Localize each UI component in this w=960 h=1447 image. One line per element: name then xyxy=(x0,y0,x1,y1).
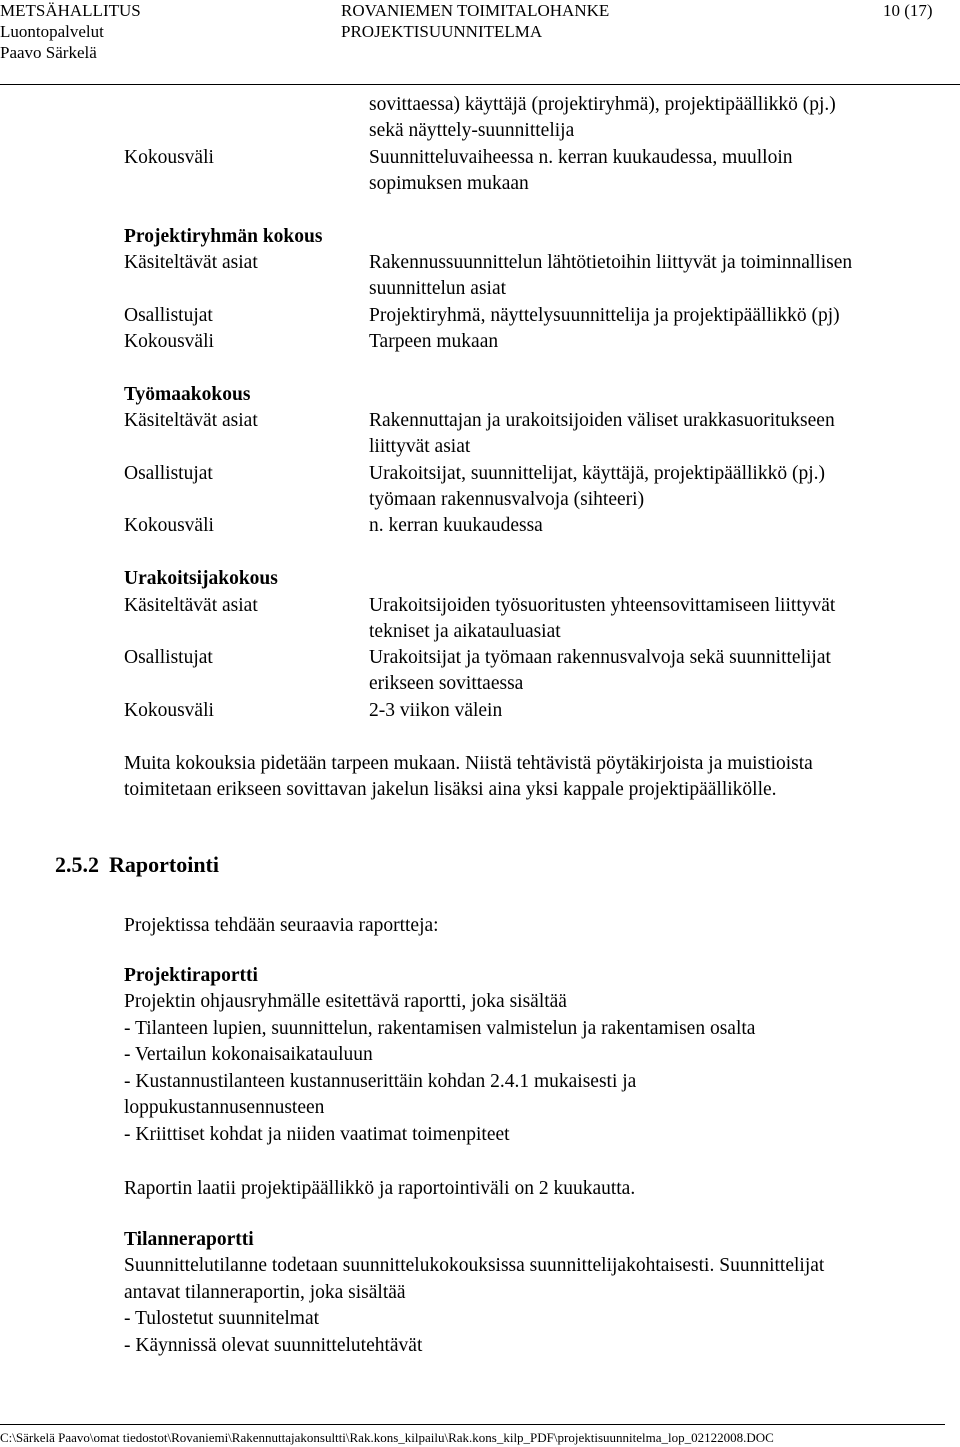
label-kokousvali: Kokousväli xyxy=(124,147,214,168)
header-page-number: 10 (17) xyxy=(883,1,933,20)
label-kokousvali: Kokousväli xyxy=(124,515,214,536)
projektiraportti-line: - Kriittiset kohdat ja niiden vaatimat toimenpiteet xyxy=(124,1124,510,1145)
value-kokousvali: n. kerran kuukaudessa xyxy=(369,515,543,536)
label-kasiteltavat-asiat: Käsiteltävät asiat xyxy=(124,410,258,431)
header-author: Paavo Särkelä xyxy=(0,43,97,62)
value-osallistujat: Projektiryhmä, näyttelysuunnittelija ja projektipäällikkö (pj) xyxy=(369,305,840,326)
projektiraportti-title: Projektiraportti xyxy=(124,965,258,986)
header-org: METSÄHALLITUS xyxy=(0,1,141,20)
header-doc-type: PROJEKTISUUNNITELMA xyxy=(341,22,543,41)
label-kasiteltavat-asiat: Käsiteltävät asiat xyxy=(124,595,258,616)
label-kasiteltavat-asiat: Käsiteltävät asiat xyxy=(124,252,258,273)
value-asiat-line-1: Urakoitsijoiden työsuoritusten yhteensovittamiseen liittyvät xyxy=(369,595,836,616)
value-asiat-line-2: suunnittelun asiat xyxy=(369,278,507,299)
tilanneraportti-title: Tilanneraportti xyxy=(124,1229,254,1250)
label-kokousvali: Kokousväli xyxy=(124,700,214,721)
tyomaakokous-title: Työmaakokous xyxy=(124,384,251,405)
header-project: ROVANIEMEN TOIMITALOHANKE xyxy=(341,1,610,20)
tilanneraportti-line: Suunnittelutilanne todetaan suunnittelukokouksissa suunnittelijakohtaisesti. Suunnittelijat xyxy=(124,1255,825,1276)
value-kokousvali: 2-3 viikon välein xyxy=(369,700,503,721)
label-kokousvali: Kokousväli xyxy=(124,331,214,352)
projektiraportti-line: - Tilanteen lupien, suunnittelun, rakentamisen valmistelun ja rakentamisen osalta xyxy=(124,1018,756,1039)
label-osallistujat: Osallistujat xyxy=(124,463,213,484)
label-osallistujat: Osallistujat xyxy=(124,647,213,668)
projektiraportti-line: - Kustannustilanteen kustannuserittäin kohdan 2.4.1 mukaisesti ja xyxy=(124,1071,637,1092)
projektiraportti-line: - Vertailun kokonaisaikatauluun xyxy=(124,1044,373,1065)
value-asiat-line-2: liittyvät asiat xyxy=(369,436,471,457)
top-participants-line-1: sovittaessa) käyttäjä (projektiryhmä), projektipäällikkö (pj.) xyxy=(369,94,836,115)
value-kokousvali: Tarpeen mukaan xyxy=(369,331,499,352)
label-osallistujat: Osallistujat xyxy=(124,305,213,326)
value-osallistujat-line-1: Urakoitsijat, suunnittelijat, käyttäjä, projektipäällikkö (pj.) xyxy=(369,463,825,484)
value-asiat-line-1: Rakennuttajan ja urakoitsijoiden väliset urakkasuoritukseen xyxy=(369,410,835,431)
muita-paragraph-line-2: toimitetaan erikseen sovittavan jakelun lisäksi aina yksi kappale projektipäällikölle. xyxy=(124,779,777,800)
header-divider xyxy=(0,84,960,85)
value-kokousvali-line-2: sopimuksen mukaan xyxy=(369,173,529,194)
value-osallistujat-line-1: Urakoitsijat ja työmaan rakennusvalvoja sekä suunnittelijat xyxy=(369,647,831,668)
urakoitsijakokous-title: Urakoitsijakokous xyxy=(124,568,278,589)
top-participants-line-2: sekä näyttely-suunnittelija xyxy=(369,120,575,141)
section-number: 2.5.2 xyxy=(55,852,99,877)
tilanneraportti-line: - Tulostetut suunnitelmat xyxy=(124,1308,320,1329)
projektiryhma-title: Projektiryhmän kokous xyxy=(124,226,323,247)
value-kokousvali-line-1: Suunnitteluvaiheessa n. kerran kuukaudessa, muulloin xyxy=(369,147,793,168)
tilanneraportti-line: antavat tilanneraportin, joka sisältää xyxy=(124,1282,406,1303)
value-asiat-line-1: Rakennussuunnittelun lähtötietoihin liittyvät ja toiminnallisen xyxy=(369,252,853,273)
value-asiat-line-2: tekniset ja aikatauluasiat xyxy=(369,621,561,642)
value-osallistujat-line-2: työmaan rakennusvalvoja (sihteeri) xyxy=(369,489,645,510)
tilanneraportti-line: - Käynnissä olevat suunnittelutehtävät xyxy=(124,1335,423,1356)
section-title: Raportointi xyxy=(109,852,219,877)
value-osallistujat-line-2: erikseen sovittaessa xyxy=(369,673,524,694)
projektiraportti-line: loppukustannusennusteen xyxy=(124,1097,325,1118)
projektiraportti-closing: Raportin laatii projektipäällikkö ja raportointiväli on 2 kuukautta. xyxy=(124,1178,636,1199)
muita-paragraph-line-1: Muita kokouksia pidetään tarpeen mukaan. Niistä tehtävistä pöytäkirjoista ja muistioista xyxy=(124,753,813,774)
projektiraportti-line: Projektin ohjausryhmälle esitettävä raportti, joka sisältää xyxy=(124,991,567,1012)
footer-file-path: C:\Särkelä Paavo\omat tiedostot\Rovaniemi\Rakennuttajakonsultti\Rak.kons_kilpailu\Rak.kons_kilp_PDF\projektisuunnitelma_lop_02122008.DOC xyxy=(0,1430,774,1445)
header-unit: Luontopalvelut xyxy=(0,22,104,41)
section-intro: Projektissa tehdään seuraavia raportteja: xyxy=(124,915,439,936)
footer-divider xyxy=(0,1424,945,1425)
